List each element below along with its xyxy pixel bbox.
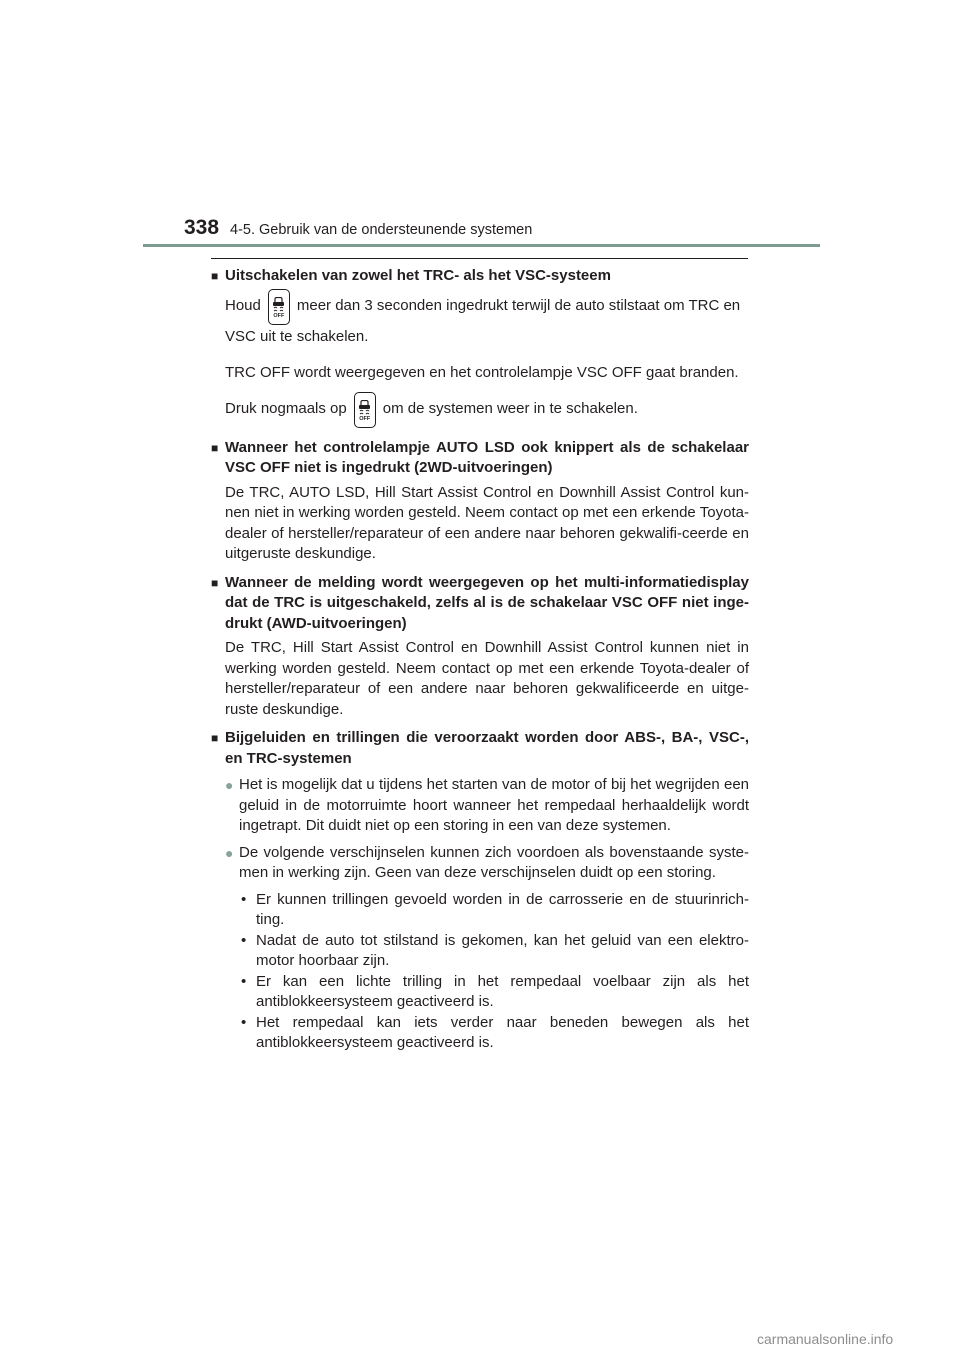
- vsc-off-switch-icon: [354, 392, 376, 428]
- square-bullet-icon: ■: [211, 269, 219, 283]
- list-item-text: De volgende verschijnselen kunnen zich voordoen als bovenstaande syste-men in werking zijn. Geen van deze verschijnselen duidt op een storing.: [239, 843, 749, 881]
- dot-bullet-icon: •: [241, 931, 247, 949]
- sub-list-item-text: Er kunnen trillingen gevoeld worden in de carrosserie en de stuurinrich-ting.: [256, 890, 749, 928]
- list-item-text: Het is mogelijk dat u tijdens het starten van de motor of bij het wegrijden een geluid in de motorruimte hoort wanneer het rempedaal herhaaldelijk wordt ingetrapt. Dit duidt niet op een storing in een van deze systemen.: [239, 776, 749, 834]
- instruction-text: meer dan 3 seconden ingedrukt terwijl de auto stilstaat om TRC en: [296, 297, 741, 315]
- sub-list-item: [239, 1013, 749, 1054]
- instruction-text: Druk nogmaals op: [225, 400, 347, 418]
- sub-list-item-text: Er kan een lichte trilling in het rempedaal voelbaar zijn als het antiblokkeersysteem geactiveerd is.: [256, 972, 749, 1010]
- instruction-text: Houd: [225, 297, 261, 315]
- instruction-line: [225, 287, 749, 327]
- page-header: [0, 212, 960, 248]
- vsc-off-switch-icon: [268, 289, 290, 325]
- sub-list-item: [239, 890, 749, 931]
- dot-bullet-icon: •: [241, 890, 247, 908]
- list-item: [225, 775, 749, 837]
- section-heading: [211, 438, 749, 479]
- instruction-line: [225, 390, 749, 430]
- off-label: OFF: [359, 415, 371, 422]
- page-content: [211, 266, 749, 1062]
- square-bullet-icon: ■: [211, 440, 219, 455]
- circle-bullet-icon: ●: [225, 844, 234, 861]
- section-trc-vsc-off: [211, 266, 749, 430]
- instruction-text: om de systemen weer in te schakelen.: [382, 400, 638, 418]
- square-bullet-icon: ■: [211, 731, 219, 745]
- dot-bullet-icon: •: [241, 1013, 247, 1031]
- dot-bullet-icon: •: [241, 972, 247, 990]
- section-heading: [211, 573, 749, 635]
- header-divider: [143, 244, 820, 247]
- section-body: De TRC, AUTO LSD, Hill Start Assist Control en Downhill Assist Control kun-nen niet in werking worden gesteld. Neem contact op met een erkende Toyota-dealer of hersteller/reparateur of een andere naar behoren gekwalifi-ceerde en uitgeruste deskundige.: [225, 483, 749, 562]
- off-label: OFF: [273, 312, 285, 319]
- section-trc-message: [211, 573, 749, 721]
- instruction-text: TRC OFF wordt weergegeven en het controlelampje VSC OFF gaat branden.: [225, 364, 739, 381]
- section-heading-text: Wanneer de melding wordt weergegeven op het multi-informatiedisplay dat de TRC is uitgeschakeld, zelfs al is de schakelaar VSC OFF niet inge-drukt (AWD-uitvoeringen): [225, 573, 749, 632]
- list-item: [225, 843, 749, 884]
- section-heading: [211, 266, 749, 287]
- sub-list-item: [239, 972, 749, 1013]
- square-bullet-icon: ■: [211, 575, 219, 590]
- section-heading-text: Bijgeluiden en trillingen die veroorzaakt worden door ABS-, BA-, VSC-, en TRC-systemen: [225, 729, 749, 767]
- section-heading-text: Wanneer het controlelampje AUTO LSD ook knippert als de schakelaar VSC OFF niet is ingedrukt (2WD-uitvoeringen): [225, 438, 749, 476]
- circle-bullet-icon: ●: [225, 777, 234, 793]
- chapter-title: 4-5. Gebruik van de ondersteunende systemen: [230, 222, 533, 238]
- sub-list: [239, 890, 749, 1054]
- section-auto-lsd: [211, 438, 749, 565]
- watermark: carmanualsonline.info: [757, 1331, 894, 1347]
- section-heading: [211, 728, 749, 769]
- instruction-text: VSC uit te schakelen.: [225, 327, 369, 345]
- sub-list-item: [239, 931, 749, 972]
- sub-list-item-text: Het rempedaal kan iets verder naar beneden bewegen als het antiblokkeersysteem geactiveerd is.: [256, 1013, 749, 1051]
- section-body: De TRC, Hill Start Assist Control en Downhill Assist Control kunnen niet in werking worden gesteld. Neem contact op met een erkende Toyota-dealer of hersteller/reparateur of een andere naar behoren gekwalificeerde en uitge-ruste deskundige.: [225, 639, 749, 718]
- section-noises-vibrations: [211, 728, 749, 1054]
- section-divider: [211, 258, 748, 259]
- section-heading-text: Uitschakelen van zowel het TRC- als het VSC-systeem: [225, 267, 611, 284]
- sub-list-item-text: Nadat de auto tot stilstand is gekomen, kan het geluid van een elektro-motor hoorbaar zijn.: [256, 931, 749, 969]
- page-number: 338: [184, 216, 220, 239]
